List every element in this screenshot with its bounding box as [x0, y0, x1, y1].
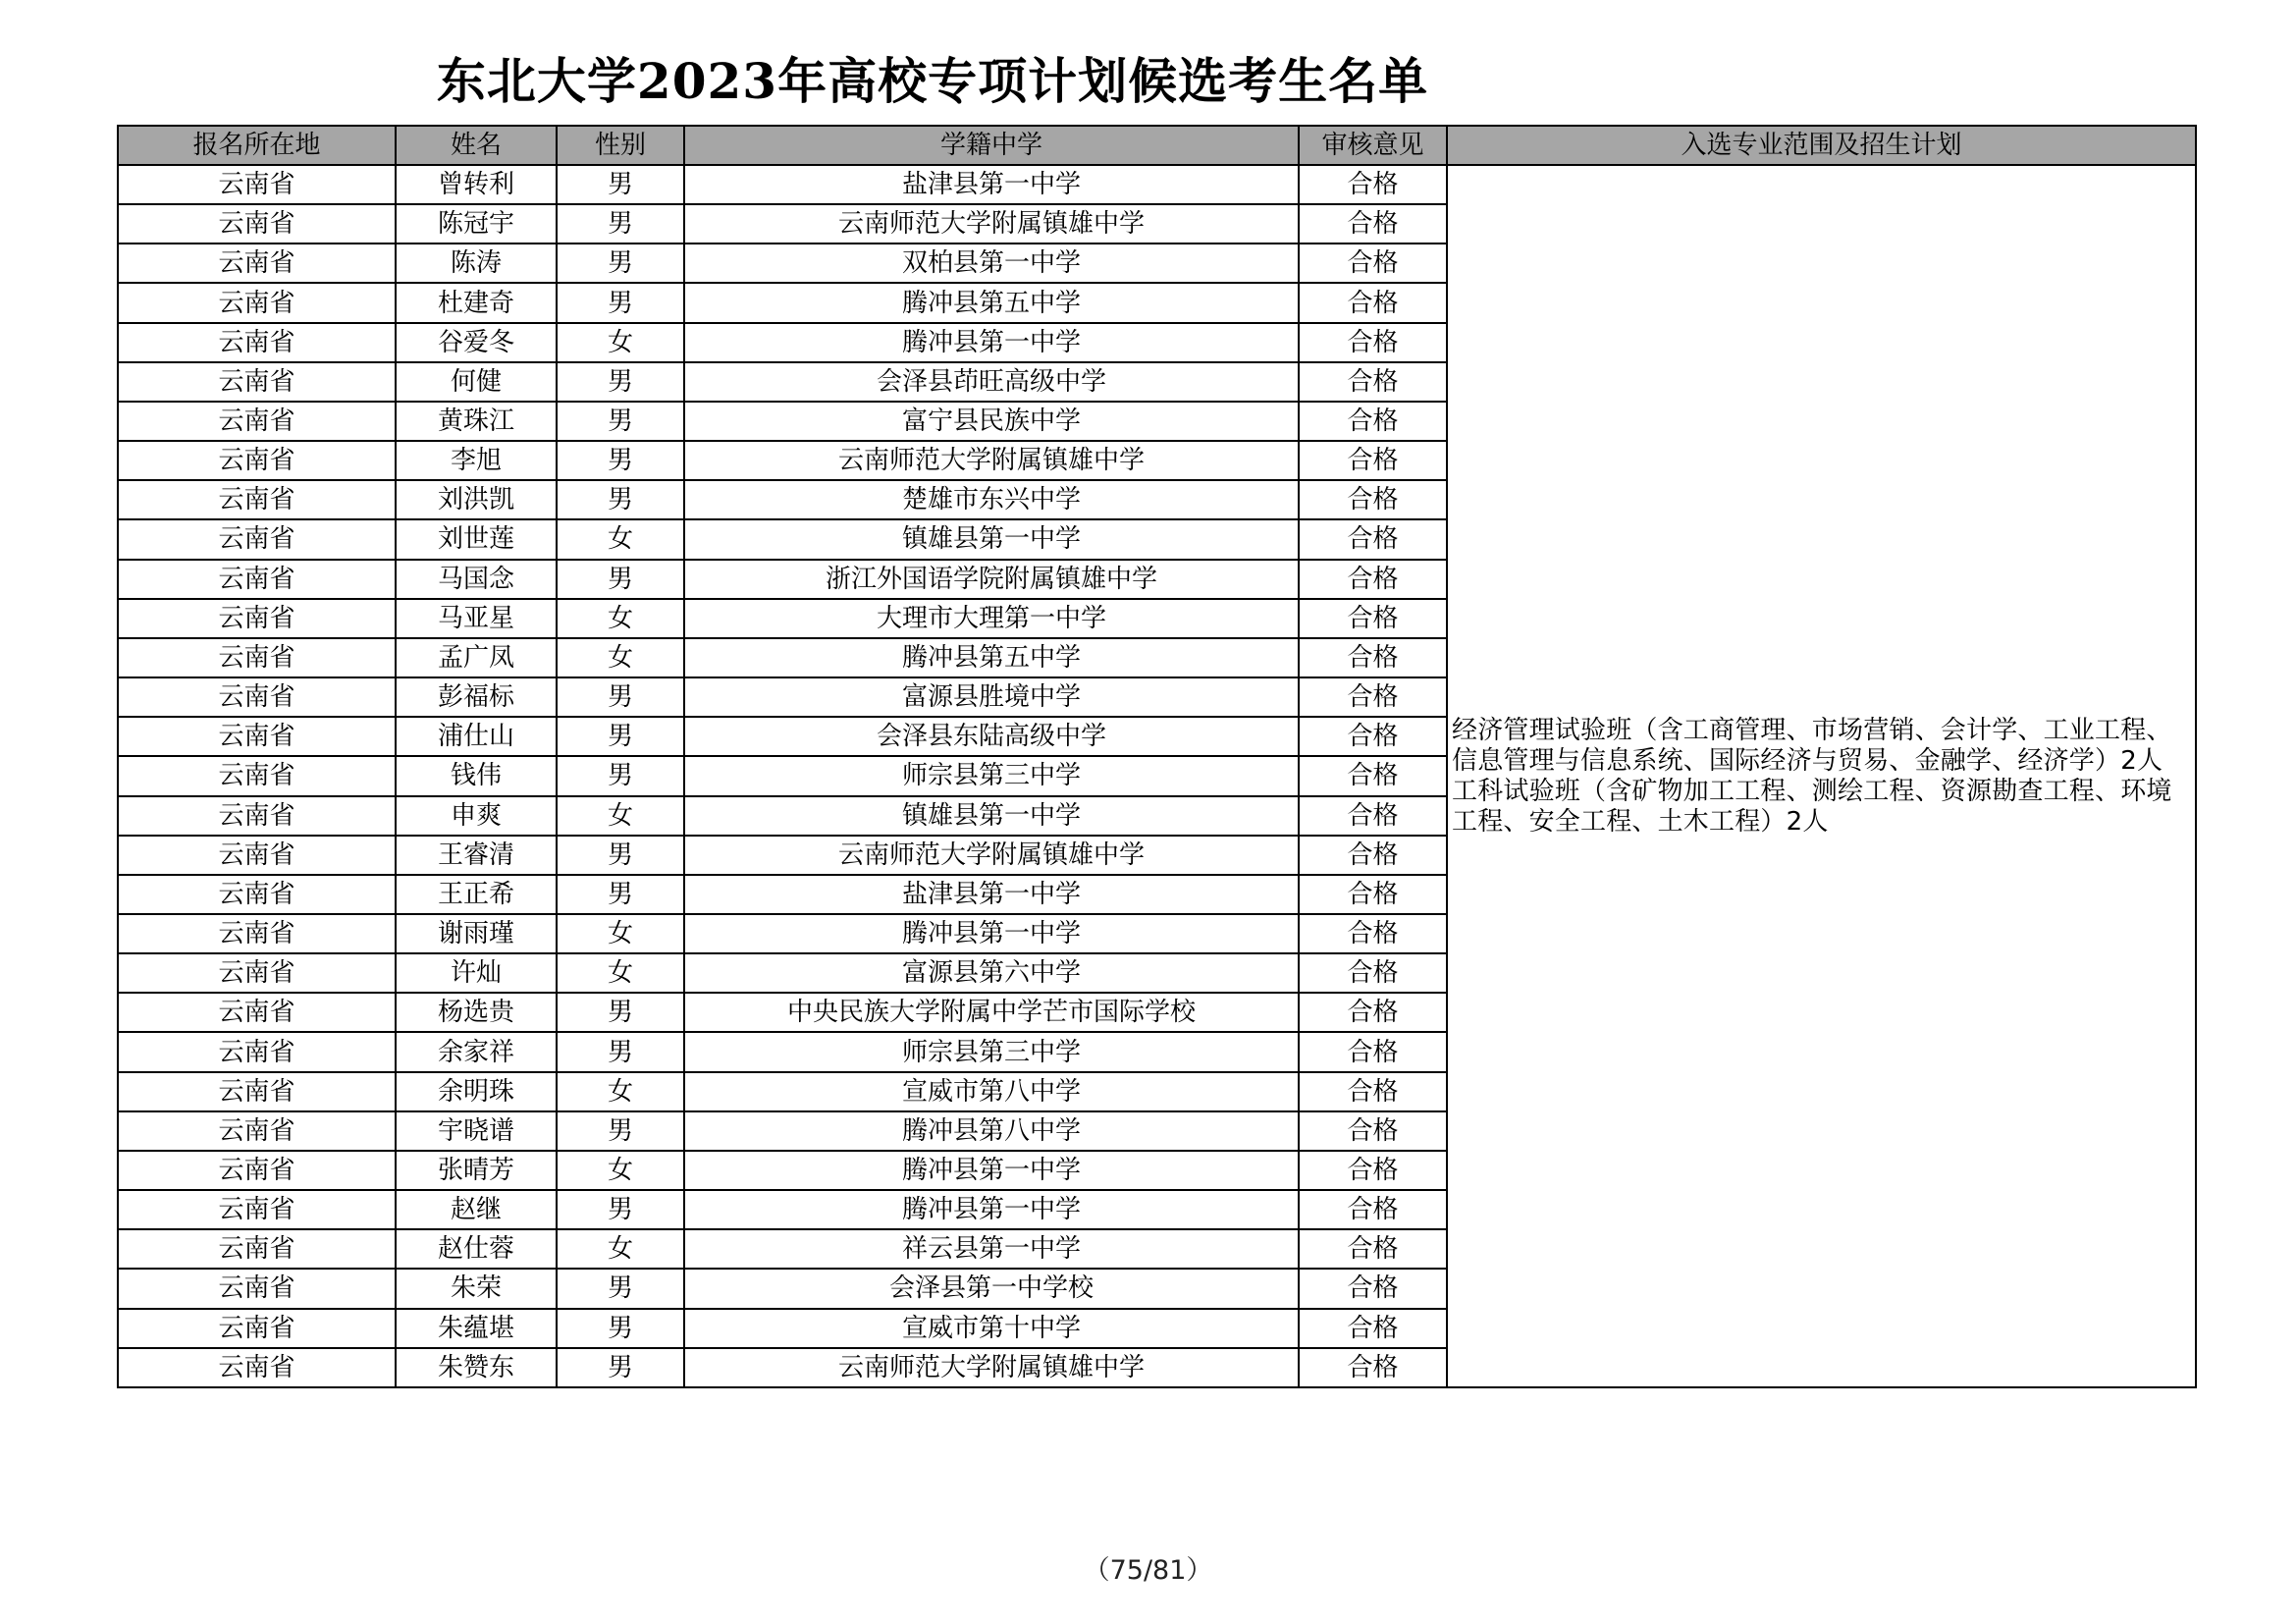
cell-gender: 男 — [557, 165, 684, 204]
cell-school: 腾冲县第一中学 — [684, 1190, 1299, 1229]
cell-school: 师宗县第三中学 — [684, 756, 1299, 795]
cell-name: 李旭 — [396, 441, 557, 480]
cell-gender: 女 — [557, 638, 684, 677]
cell-gender: 女 — [557, 796, 684, 836]
cell-review: 合格 — [1299, 1190, 1447, 1229]
cell-region: 云南省 — [118, 560, 396, 599]
cell-review: 合格 — [1299, 836, 1447, 875]
cell-name: 马国念 — [396, 560, 557, 599]
cell-school: 云南师范大学附属镇雄中学 — [684, 1348, 1299, 1387]
cell-admission-plan — [1447, 165, 2196, 1387]
cell-region: 云南省 — [118, 638, 396, 677]
cell-region: 云南省 — [118, 441, 396, 480]
cell-school: 双柏县第一中学 — [684, 244, 1299, 283]
cell-region: 云南省 — [118, 1190, 396, 1229]
cell-name: 朱荣 — [396, 1269, 557, 1308]
cell-name: 宇晓谱 — [396, 1111, 557, 1151]
cell-region: 云南省 — [118, 402, 396, 441]
cell-gender: 男 — [557, 1309, 684, 1348]
cell-review: 合格 — [1299, 283, 1447, 322]
cell-name: 朱赞东 — [396, 1348, 557, 1387]
table-row — [118, 165, 2196, 204]
cell-school: 腾冲县第八中学 — [684, 1111, 1299, 1151]
cell-review: 合格 — [1299, 1269, 1447, 1308]
cell-review: 合格 — [1299, 1229, 1447, 1269]
cell-review: 合格 — [1299, 480, 1447, 519]
table-header — [118, 126, 2196, 165]
cell-region: 云南省 — [118, 875, 396, 914]
cell-gender: 男 — [557, 836, 684, 875]
cell-review: 合格 — [1299, 914, 1447, 953]
cell-region: 云南省 — [118, 836, 396, 875]
cell-name: 张晴芳 — [396, 1151, 557, 1190]
cell-review: 合格 — [1299, 1032, 1447, 1071]
cell-name: 刘世莲 — [396, 519, 557, 559]
cell-name: 钱伟 — [396, 756, 557, 795]
cell-review: 合格 — [1299, 717, 1447, 756]
cell-region: 云南省 — [118, 323, 396, 362]
cell-gender: 女 — [557, 323, 684, 362]
cell-review: 合格 — [1299, 204, 1447, 244]
cell-gender: 女 — [557, 953, 684, 993]
cell-name: 谷爱冬 — [396, 323, 557, 362]
cell-name: 黄珠江 — [396, 402, 557, 441]
table-body — [118, 165, 2196, 1387]
cell-gender: 男 — [557, 677, 684, 717]
cell-name: 余家祥 — [396, 1032, 557, 1071]
cell-gender: 男 — [557, 362, 684, 402]
cell-name: 王睿清 — [396, 836, 557, 875]
cell-gender: 男 — [557, 402, 684, 441]
page-title: 东北大学2023年高校专项计划候选考生名单 — [436, 52, 1429, 110]
cell-gender: 男 — [557, 756, 684, 795]
cell-review: 合格 — [1299, 165, 1447, 204]
cell-school: 富源县第六中学 — [684, 953, 1299, 993]
cell-school: 大理市大理第一中学 — [684, 599, 1299, 638]
cell-school: 中央民族大学附属中学芒市国际学校 — [684, 993, 1299, 1032]
cell-name: 浦仕山 — [396, 717, 557, 756]
cell-region: 云南省 — [118, 993, 396, 1032]
cell-gender: 男 — [557, 441, 684, 480]
cell-gender: 男 — [557, 875, 684, 914]
cell-region: 云南省 — [118, 362, 396, 402]
cell-gender: 女 — [557, 519, 684, 559]
cell-review: 合格 — [1299, 402, 1447, 441]
cell-school: 会泽县茚旺高级中学 — [684, 362, 1299, 402]
cell-school: 盐津县第一中学 — [684, 875, 1299, 914]
cell-gender: 女 — [557, 1229, 684, 1269]
cell-region: 云南省 — [118, 953, 396, 993]
cell-school: 会泽县东陆高级中学 — [684, 717, 1299, 756]
cell-region: 云南省 — [118, 756, 396, 795]
cell-region: 云南省 — [118, 796, 396, 836]
cell-gender: 女 — [557, 599, 684, 638]
cell-region: 云南省 — [118, 244, 396, 283]
cell-school: 会泽县第一中学校 — [684, 1269, 1299, 1308]
cell-name: 谢雨瑾 — [396, 914, 557, 953]
header-plan: 入选专业范围及招生计划 — [1447, 126, 2196, 165]
cell-region: 云南省 — [118, 1309, 396, 1348]
cell-name: 曾转利 — [396, 165, 557, 204]
cell-review: 合格 — [1299, 756, 1447, 795]
cell-name: 刘洪凯 — [396, 480, 557, 519]
page-number: （75/81） — [1083, 1555, 1213, 1586]
cell-region: 云南省 — [118, 519, 396, 559]
header-gender: 性别 — [557, 126, 684, 165]
cell-gender: 男 — [557, 1348, 684, 1387]
cell-gender: 男 — [557, 283, 684, 322]
cell-school: 浙江外国语学院附属镇雄中学 — [684, 560, 1299, 599]
cell-region: 云南省 — [118, 283, 396, 322]
cell-gender: 女 — [557, 1072, 684, 1111]
cell-gender: 男 — [557, 204, 684, 244]
cell-region: 云南省 — [118, 480, 396, 519]
header-region: 报名所在地 — [118, 126, 396, 165]
cell-review: 合格 — [1299, 599, 1447, 638]
cell-school: 腾冲县第五中学 — [684, 283, 1299, 322]
cell-region: 云南省 — [118, 717, 396, 756]
cell-school: 云南师范大学附属镇雄中学 — [684, 441, 1299, 480]
cell-name: 彭福标 — [396, 677, 557, 717]
cell-name: 马亚星 — [396, 599, 557, 638]
cell-region: 云南省 — [118, 914, 396, 953]
cell-review: 合格 — [1299, 244, 1447, 283]
cell-review: 合格 — [1299, 560, 1447, 599]
cell-gender: 男 — [557, 560, 684, 599]
header-row — [118, 126, 2196, 165]
cell-name: 申爽 — [396, 796, 557, 836]
cell-school: 宣威市第十中学 — [684, 1309, 1299, 1348]
cell-name: 王正希 — [396, 875, 557, 914]
cell-region: 云南省 — [118, 1072, 396, 1111]
cell-region: 云南省 — [118, 677, 396, 717]
cell-gender: 男 — [557, 1032, 684, 1071]
cell-gender: 男 — [557, 244, 684, 283]
cell-school: 镇雄县第一中学 — [684, 519, 1299, 559]
cell-review: 合格 — [1299, 1072, 1447, 1111]
cell-review: 合格 — [1299, 1348, 1447, 1387]
cell-gender: 男 — [557, 717, 684, 756]
cell-review: 合格 — [1299, 796, 1447, 836]
cell-school: 富源县胜境中学 — [684, 677, 1299, 717]
admission-plan-line: 工科试验班（含矿物加工工程、测绘工程、资源勘查工程、环境工程、安全工程、土木工程）2人 — [1452, 776, 2172, 837]
cell-gender: 男 — [557, 1190, 684, 1229]
cell-name: 余明珠 — [396, 1072, 557, 1111]
cell-gender: 女 — [557, 1151, 684, 1190]
cell-region: 云南省 — [118, 1151, 396, 1190]
cell-school: 腾冲县第一中学 — [684, 914, 1299, 953]
cell-review: 合格 — [1299, 875, 1447, 914]
cell-region: 云南省 — [118, 1348, 396, 1387]
cell-school: 云南师范大学附属镇雄中学 — [684, 836, 1299, 875]
cell-gender: 男 — [557, 480, 684, 519]
cell-gender: 男 — [557, 1111, 684, 1151]
cell-name: 陈涛 — [396, 244, 557, 283]
cell-name: 杨选贵 — [396, 993, 557, 1032]
cell-gender: 男 — [557, 1269, 684, 1308]
cell-region: 云南省 — [118, 1269, 396, 1308]
cell-school: 富宁县民族中学 — [684, 402, 1299, 441]
cell-name: 陈冠宇 — [396, 204, 557, 244]
header-school: 学籍中学 — [684, 126, 1299, 165]
candidate-table — [117, 125, 2197, 1388]
cell-review: 合格 — [1299, 993, 1447, 1032]
cell-school: 腾冲县第五中学 — [684, 638, 1299, 677]
cell-name: 赵仕蓉 — [396, 1229, 557, 1269]
cell-region: 云南省 — [118, 599, 396, 638]
cell-review: 合格 — [1299, 362, 1447, 402]
cell-review: 合格 — [1299, 1309, 1447, 1348]
cell-school: 云南师范大学附属镇雄中学 — [684, 204, 1299, 244]
header-review: 审核意见 — [1299, 126, 1447, 165]
cell-review: 合格 — [1299, 953, 1447, 993]
cell-name: 孟广凤 — [396, 638, 557, 677]
cell-review: 合格 — [1299, 519, 1447, 559]
cell-gender: 男 — [557, 993, 684, 1032]
cell-region: 云南省 — [118, 1032, 396, 1071]
cell-review: 合格 — [1299, 441, 1447, 480]
cell-school: 宣威市第八中学 — [684, 1072, 1299, 1111]
cell-name: 赵继 — [396, 1190, 557, 1229]
cell-name: 许灿 — [396, 953, 557, 993]
header-name: 姓名 — [396, 126, 557, 165]
cell-review: 合格 — [1299, 323, 1447, 362]
cell-review: 合格 — [1299, 638, 1447, 677]
cell-review: 合格 — [1299, 677, 1447, 717]
admission-plan-line: 经济管理试验班（含工商管理、市场营销、会计学、工业工程、信息管理与信息系统、国际经济与贸易、金融学、经济学）2人 — [1452, 715, 2172, 776]
cell-school: 楚雄市东兴中学 — [684, 480, 1299, 519]
cell-region: 云南省 — [118, 165, 396, 204]
cell-school: 祥云县第一中学 — [684, 1229, 1299, 1269]
cell-school: 盐津县第一中学 — [684, 165, 1299, 204]
cell-name: 何健 — [396, 362, 557, 402]
cell-region: 云南省 — [118, 1111, 396, 1151]
cell-region: 云南省 — [118, 1229, 396, 1269]
cell-school: 腾冲县第一中学 — [684, 1151, 1299, 1190]
cell-name: 杜建奇 — [396, 283, 557, 322]
cell-school: 镇雄县第一中学 — [684, 796, 1299, 836]
cell-review: 合格 — [1299, 1151, 1447, 1190]
cell-region: 云南省 — [118, 204, 396, 244]
cell-name: 朱蕴堪 — [396, 1309, 557, 1348]
cell-review: 合格 — [1299, 1111, 1447, 1151]
cell-school: 师宗县第三中学 — [684, 1032, 1299, 1071]
cell-school: 腾冲县第一中学 — [684, 323, 1299, 362]
cell-gender: 女 — [557, 914, 684, 953]
